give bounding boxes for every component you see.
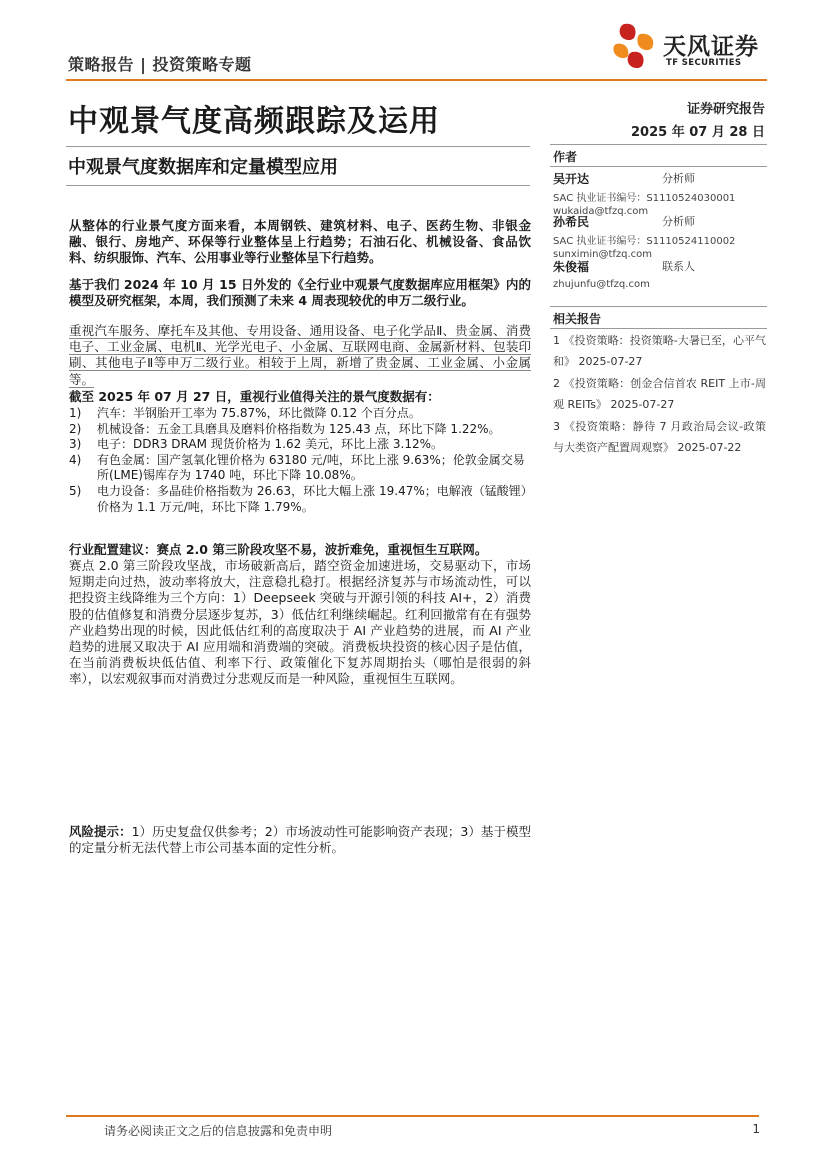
risk-heading: 风险提示： xyxy=(69,824,132,839)
related-heading: 相关报告 xyxy=(553,312,602,326)
authors-heading: 作者 xyxy=(553,150,578,164)
list-item: 4) 有色金属：国产氢氧化锂价格为 63180 元/吨，环比上涨 9.63%；伦敦金属交易所(LME)锡库存为 1740 吨，环比下降 10.08%。 xyxy=(69,452,525,483)
author-email[interactable]: zhujunfu@tfzq.com xyxy=(553,279,650,290)
summary-paragraph: 从整体的行业景气度方面来看，本周钢铁、建筑材料、电子、医药生物、非银金融、银行、房地产、环保等行业整体呈上行趋势；石油石化、机械设备、食品饮料、纺织服饰、汽车、公用事业等行业整体呈下行趋势。 xyxy=(69,218,531,266)
authors-divider xyxy=(550,166,767,167)
author-card xyxy=(553,213,768,260)
report-category: 策略报告 | 投资策略专题 xyxy=(68,55,252,74)
allocation-paragraph: 赛点 2.0 第三阶段攻坚战，市场破新高后，踏空资金加速进场，交易驱动下，市场短期走向过热，波动率将放大，注意稳扎稳打。根据经济复苏与市场流动性，可以把投资主线降维为三个方向：1）Deepseek 突破与开源引领的科技 AI+，2）消费股的估值修复和消费分层逐步复苏，3）低估红利继续崛起。红利回撤常有在有强势产业趋势出现的时候，因此低估红利的高度取决于 AI 产业趋势的进展，而 AI 产业趋势的进展又取决于 AI 应用端和消费端的突破。消费板块投资的核心因子是估值，在当前消费板块低估值、利率下行、政策催化下复苏周期抬头（哪怕是很弱的斜率），以宏观叙事而对消费过分悲观反而是一种风险，重视恒生互联网。 xyxy=(69,558,531,687)
framework-paragraph: 基于我们 2024 年 10 月 15 日外发的《全行业中观景气度数据库应用框架》内的模型及研究框架，本周，我们预测了未来 4 周表现较优的申万二级行业。 xyxy=(69,277,531,309)
author-name: 孙希民 xyxy=(553,215,590,229)
cert-number: S1110524030001 xyxy=(646,193,736,204)
author-name: 朱俊福 xyxy=(553,260,590,274)
author-email[interactable]: sunximin@tfzq.com xyxy=(553,249,653,260)
sidebar-top-divider xyxy=(550,144,767,145)
author-role: 分析师 xyxy=(662,215,695,228)
list-item: 3) 电子：DDR3 DRAM 现货价格为 1.62 美元，环比上涨 3.12%。 xyxy=(69,437,444,452)
logo-mark-icon xyxy=(610,20,662,72)
footer-disclaimer: 请务必阅读正文之后的信息披露和免责申明 xyxy=(104,1124,333,1138)
report-type: 证券研究报告 xyxy=(686,102,765,117)
header-divider xyxy=(66,79,767,81)
risk-text: 1）历史复盘仅供参考；2）市场波动性可能影响资产表现；3）基于模型的定量分析无法代替上市公司基本面的定性分析。 xyxy=(69,824,531,856)
footer-divider xyxy=(66,1115,759,1117)
page-subtitle: 中观景气度数据库和定量模型应用 xyxy=(68,157,338,178)
author-email[interactable]: wukaida@tfzq.com xyxy=(553,206,649,217)
related-report-item[interactable]: 1 《投资策略：投资策略-大暑已至，心平气和》 2025-07-27 xyxy=(553,334,766,368)
cert-label: SAC 执业证书编号： xyxy=(553,193,647,204)
cert-number: S1110524110002 xyxy=(646,236,736,247)
list-item: 5) 电力设备：多晶硅价格指数为 26.63，环比大幅上涨 19.47%；电解液（锰酸锂）价格为 1.1 万元/吨，环比下降 1.79%。 xyxy=(69,483,527,514)
list-item: 1) 汽车：半钢胎开工率为 75.87%，环比微降 0.12 个百分点。 xyxy=(69,406,421,420)
company-logo xyxy=(610,20,770,72)
allocation-heading: 行业配置建议：赛点 2.0 第三阶段攻坚不易，波折难免，重视恒生互联网。 xyxy=(69,542,488,557)
author-role: 分析师 xyxy=(662,172,695,185)
author-name: 吴开达 xyxy=(553,172,590,186)
logo-chinese-name: 天风证券 xyxy=(663,34,759,60)
page-title: 中观景气度高频跟踪及运用 xyxy=(68,104,440,139)
author-role: 联系人 xyxy=(662,260,695,273)
author-card xyxy=(553,170,768,217)
related-report-item[interactable]: 2 《投资策略：创金合信首农 REIT 上市-周观 REITs》 2025-07-27 xyxy=(553,377,766,411)
indicator-list xyxy=(69,406,531,515)
subtitle-divider xyxy=(66,185,530,186)
related-divider xyxy=(550,328,767,329)
page-number: 1 xyxy=(752,1122,760,1136)
risk-paragraph xyxy=(69,824,531,856)
related-top-divider xyxy=(550,306,767,307)
cert-label: SAC 执业证书编号： xyxy=(553,236,647,247)
data-heading: 截至 2025 年 07 月 27 日，重视行业值得关注的景气度数据有： xyxy=(69,389,440,404)
industries-paragraph: 重视汽车服务、摩托车及其他、专用设备、通用设备、电子化学品Ⅱ、贵金属、消费电子、工业金属、电机Ⅱ、光学光电子、小金属、互联网电商、金属新材料、包装印刷、其他电子Ⅱ等申万二级行业。相较于上周，新增了贵金属、工业金属、小金属等。 xyxy=(69,323,531,387)
author-card xyxy=(553,258,768,290)
related-report-item[interactable]: 3 《投资策略：静待 7 月政治局会议-政策与大类资产配置周观察》 2025-07-22 xyxy=(553,420,766,454)
report-date: 2025 年 07 月 28 日 xyxy=(631,125,765,140)
list-item: 2) 机械设备：五金工具磨具及磨料价格指数为 125.43 点，环比下降 1.22%。 xyxy=(69,421,501,436)
title-divider xyxy=(66,146,530,147)
logo-english-name: TF SECURITIES xyxy=(666,58,742,68)
